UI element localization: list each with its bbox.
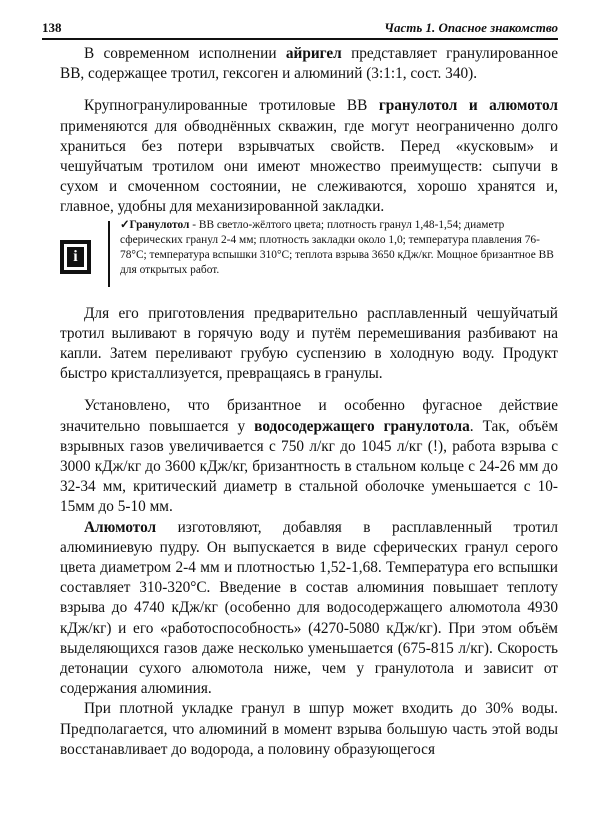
- text-span: Крупногранулированные тротиловые ВВ: [84, 97, 379, 115]
- paragraph-airigel: [60, 44, 558, 84]
- note-body: - ВВ светло-жёлтого цвета; плотность гранул 1,48-1,54; диаметр сферических гранул 2-4 мм; плотность закладки около 1,0; температура плавления 76-78°С; температура вспышки 310°С; теплота взрыва 3650 кДж/кг. Мощное бризантное ВВ для открытых работ.: [120, 218, 554, 276]
- note-text: [120, 218, 558, 278]
- info-note: [60, 218, 558, 278]
- page-header: [42, 18, 558, 40]
- text-span: Установлено, что бризантное и особенно фугасное действие значительно повышается у: [60, 397, 558, 435]
- text-span: В современном исполнении: [84, 45, 286, 62]
- paragraph-alumotol: [60, 518, 558, 700]
- text-span: . Так, объём взрывных газов увеличивается с 750 л/кг до 1045 л/кг (!), работа взрыва с 3000 кДж/кг до 3600 кДж/кг, бризантность в стальном кольце с 24-26 мм до 32-34 мм, критический диаметр в стальной оболочке уменьшается с 10-15мм до 5-10 мм.: [60, 417, 559, 516]
- text-span: изготовляют, добавляя в расплавленный тротил алюминиевую пудру. Он выпускается в виде сферических гранул серого цвета диаметром 2-4 мм и плотностью 1,52-1,68. Температура его вспышки составляет 310-320°С. Введение в состав алюминия повышает теплоту взрыва до 4740 кДж/кг (особенно для водосодержащего алюмотола 4930 кДж/кг) и его «работоспособность» (4270-5080 кДж/кг). При этом объём выделяющихся газов даже несколько уменьшается (675-815 л/кг). Скорость детонации сухого алюмотола ниже, чем у гранулотола и зависит от содержания алюминия.: [60, 518, 558, 698]
- paragraph-water-granulotol: [60, 396, 558, 517]
- note-term: ✓Гранулотол: [120, 218, 190, 231]
- paragraph-granular-tnt: [60, 96, 558, 217]
- note-divider: [108, 221, 110, 287]
- page-number: 138: [42, 20, 62, 35]
- page-body: [60, 44, 558, 760]
- term-water-granulotol: водосодержащего гранулотола: [254, 417, 470, 435]
- text-span: применяются для обводнённых скважин, где могут неограниченно долго храниться без потери взрывчатых свойств. Перед «кусковым» и чешуйчатым тротилом они имеют множество преимуществ: сыпучи в сухом и смоченном состоянии, не слеживаются, хорошо хранятся и, главное, удобны для механизированной закладки.: [60, 117, 558, 216]
- info-icon-letter: i: [67, 247, 84, 267]
- chapter-title: Часть 1. Опасное знакомство: [384, 20, 558, 35]
- term-airigel: айригел: [285, 45, 342, 62]
- text-span: представляет гранулированное ВВ, содержащее тротил, гексоген и алюминий (3:1:1, сост. 340).: [60, 45, 558, 83]
- term-alumotol: Алюмотол: [84, 518, 157, 536]
- paragraph-preparation: Для его приготовления предварительно расплавленный чешуйчатый тротил выливают в горячую воду и путём перемешивания разбивают на капли. Затем переливают грубую суспензию в холодную воду. Продукт быстро кристаллизуется, превращаясь в гранулы.: [60, 304, 558, 383]
- paragraph-water-content: При плотной укладке гранул в шпур может входить до 30% воды. Предполагается, что алюминий в момент взрыва большую часть этой воды восстанавливает до водорода, а половину образующегося: [60, 700, 558, 758]
- term-granulotol-alumotol: гранулотол и алюмотол: [378, 97, 558, 115]
- info-icon: [60, 240, 91, 274]
